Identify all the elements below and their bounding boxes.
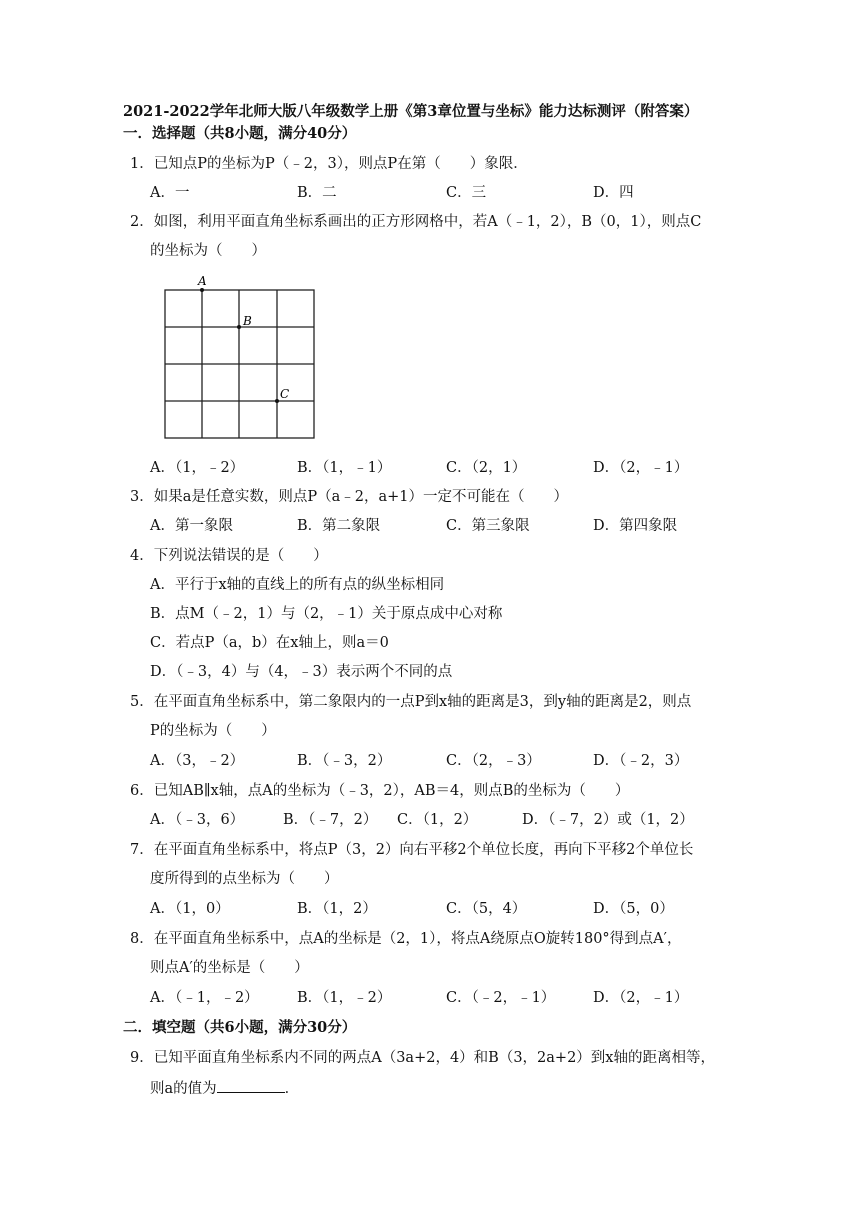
- q1-option-c: C．三: [446, 185, 487, 201]
- q9-period: ．: [284, 1081, 300, 1097]
- q8-option-b: B．（1，﹣2）: [297, 990, 392, 1006]
- question-5: 5．在平面直角坐标系中，第二象限内的一点P到x轴的距离是3，到y轴的距离是2，则点: [130, 694, 692, 710]
- q2-option-b: B．（1，﹣1）: [297, 460, 392, 476]
- q6-option-c: C．（1，2）: [397, 812, 478, 828]
- question-4: 4．下列说法错误的是（ ）: [130, 548, 328, 564]
- question-8: 8．在平面直角坐标系中，点A的坐标是（2，1），将点A绕原点O旋转180°得到点A′，: [130, 931, 682, 947]
- q8-option-a: A．（﹣1，﹣2）: [150, 990, 259, 1006]
- question-8-continued: 则点A′的坐标是（ ）: [150, 960, 309, 976]
- q4-option-b: B．点M（﹣2，1）与（2，﹣1）关于原点成中心对称: [150, 606, 503, 622]
- q3-option-a: A．第一象限: [150, 518, 233, 534]
- q5-option-b: B．（﹣3，2）: [297, 753, 392, 769]
- q4-option-c: C．若点P（a，b）在x轴上，则a＝0: [150, 635, 389, 651]
- q8-option-d: D．（2，﹣1）: [593, 990, 689, 1006]
- q6-option-b: B．（﹣7，2）: [283, 812, 378, 828]
- q9-prompt: 则a的值为: [150, 1081, 217, 1097]
- q6-option-d: D．（﹣7，2）或（1，2）: [522, 812, 694, 828]
- question-7: 7．在平面直角坐标系中，将点P（3，2）向右平移2个单位长度，再向下平移2个单位长: [130, 842, 694, 858]
- q5-option-d: D．（﹣2，3）: [593, 753, 689, 769]
- point-c-label: C: [280, 387, 290, 401]
- q6-option-a: A．（﹣3，6）: [150, 812, 245, 828]
- document-title: 2021-2022学年北师大版八年级数学上册《第3章位置与坐标》能力达标测评（附答案）: [123, 103, 699, 120]
- q3-option-b: B．第二象限: [297, 518, 381, 534]
- question-3: 3．如果a是任意实数，则点P（a﹣2，a+1）一定不可能在（ ）: [130, 489, 569, 505]
- question-7-continued: 度所得到的点坐标为（ ）: [150, 871, 339, 887]
- q7-option-a: A．（1，0）: [150, 901, 230, 917]
- q7-option-c: C．（5，4）: [446, 901, 527, 917]
- question-1: 1．已知点P的坐标为P（﹣2，3），则点P在第（ ）象限．: [130, 156, 528, 172]
- section-heading-fill: 二．填空题（共6小题，满分30分）: [123, 1019, 357, 1036]
- q1-option-d: D．四: [593, 185, 634, 201]
- question-5-continued: P的坐标为（ ）: [150, 723, 276, 739]
- question-9: 9．已知平面直角坐标系内不同的两点A（3a+2，4）和B（3，2a+2）到x轴的距离相等，: [130, 1050, 715, 1066]
- q1-option-a: A．一: [150, 185, 190, 201]
- q2-option-a: A．（1，﹣2）: [150, 460, 245, 476]
- q4-option-d: D．（﹣3，4）与（4，﹣3）表示两个不同的点: [150, 664, 453, 680]
- q5-option-c: C．（2，﹣3）: [446, 753, 541, 769]
- q2-option-d: D．（2，﹣1）: [593, 460, 689, 476]
- answer-blank[interactable]: [217, 1077, 285, 1093]
- q2-option-c: C．（2，1）: [446, 460, 527, 476]
- q4-option-a: A．平行于x轴的直线上的所有点的纵坐标相同: [150, 577, 445, 593]
- point-a-label: A: [198, 274, 207, 288]
- q3-option-d: D．第四象限: [593, 518, 678, 534]
- q7-option-b: B．（1，2）: [297, 901, 377, 917]
- point-b-label: B: [243, 314, 252, 328]
- q5-option-a: A．（3，﹣2）: [150, 753, 245, 769]
- q7-option-d: D．（5，0）: [593, 901, 674, 917]
- question-6: 6．已知AB∥x轴，点A的坐标为（﹣3，2），AB＝4，则点B的坐标为（ ）: [130, 783, 630, 799]
- question-2: 2．如图，利用平面直角坐标系画出的正方形网格中，若A（﹣1，2），B（0，1），则点C: [130, 214, 702, 230]
- section-heading-choice: 一．选择题（共8小题，满分40分）: [123, 125, 357, 142]
- q3-option-c: C．第三象限: [446, 518, 530, 534]
- question-2-continued: 的坐标为（ ）: [150, 243, 266, 259]
- question-9-continued: [150, 1077, 299, 1099]
- q1-option-b: B．二: [297, 185, 337, 201]
- q8-option-c: C．（﹣2，﹣1）: [446, 990, 556, 1006]
- grid-figure: [150, 268, 330, 448]
